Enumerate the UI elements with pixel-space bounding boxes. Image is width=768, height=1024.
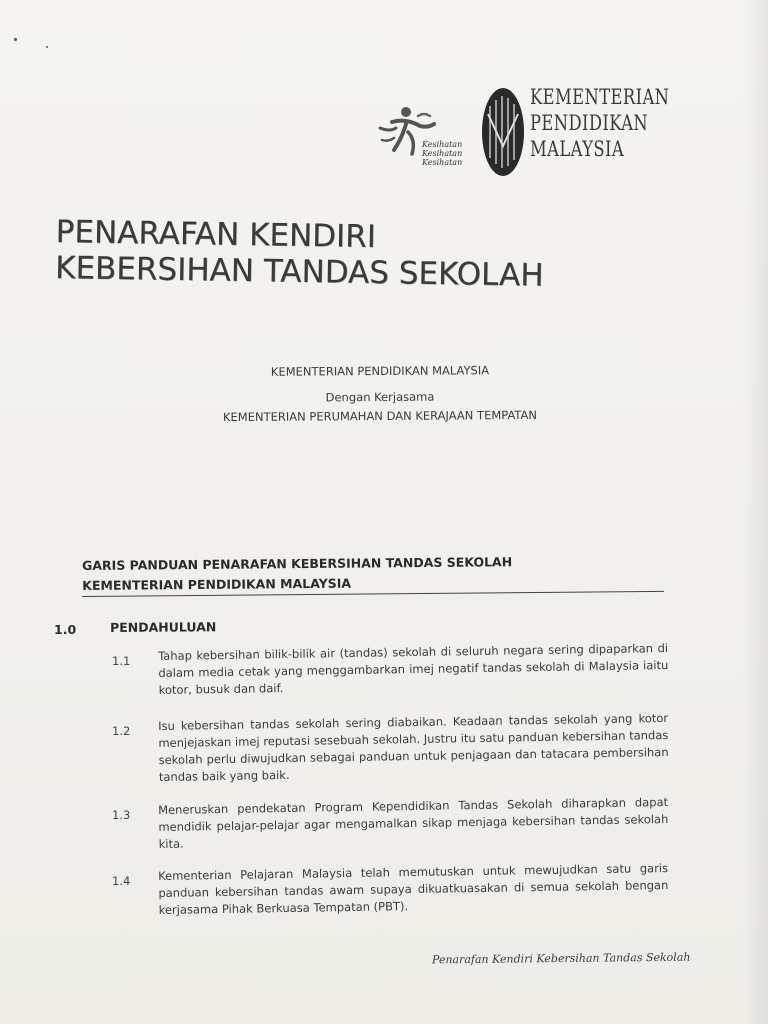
ministry-name-line: MALAYSIA	[530, 137, 625, 161]
page-footer: Penarafan Kendiri Kebersihan Tandas Sekolah	[431, 950, 691, 967]
ministry-name-line: KEMENTERIAN	[530, 85, 670, 109]
section-number: 1.0	[54, 622, 77, 637]
ministry-name-line: PENDIDIKAN	[530, 111, 649, 135]
scan-speck	[14, 38, 17, 41]
item-text: Tahap kebersihan bilik-bilik air (tandas) sekolah di seluruh negara sering dipaparkan di dalam media cetak yang menggambarkan imej negatif tandas sekolah di Malaysia iaitu kotor, busuk dan daif.	[158, 640, 669, 697]
partner-ministry: KEMENTERIAN PERUMAHAN DAN KERAJAAN TEMPATAN	[222, 407, 538, 425]
guideline-heading-line: GARIS PANDUAN PENARAFAN KEBERSIHAN TANDAS SEKOLAH	[82, 554, 513, 573]
item-text: Kementerian Pelajaran Malaysia telah memutuskan untuk mewujudkan satu garis panduan kebersihan tandas awam supaya dikuatkuasakan di semua sekolah bengan kerjasama Pihak Berkuasa Tempatan (PBT).	[158, 860, 669, 917]
scan-edge-shadow	[742, 0, 768, 1024]
ministry-emblem-icon	[480, 86, 526, 178]
guideline-heading	[82, 552, 512, 596]
document-title-line: PENARAFAN KENDIRI	[55, 214, 377, 256]
item-text: Isu kebersihan tandas sekolah sering diabaikan. Keadaan tandas sekolah yang kotor menjejaskan imej reputasi sesebuah sekolah. Justru itu satu panduan kebersihan tandas sekolah perlu diwujudkan sebagai panduan untuk penjagaan dan tatacara pembersihan tandas baik yang baik.	[158, 710, 669, 784]
document-title-line: KEBERSIHAN TANDAS SEKOLAH	[54, 249, 544, 294]
item-number: 1.1	[112, 654, 131, 668]
item-number: 1.4	[112, 874, 131, 888]
header-logos	[372, 84, 672, 184]
item-number: 1.3	[112, 808, 131, 822]
scan-speck	[46, 46, 48, 48]
ministry-name	[530, 84, 669, 162]
item-text: Meneruskan pendekatan Program Kependidikan Tandas Sekolah diharapkan dapat mendidik pelajar-pelajar agar mengamalkan sikap menjaga kebersihan tandas sekolah kita.	[158, 794, 669, 851]
document-title	[55, 214, 545, 294]
collaboration-label: Dengan Kerjasama	[325, 389, 435, 405]
issuing-ministry: KEMENTERIAN PENDIDIKAN MALAYSIA	[270, 363, 490, 379]
guideline-heading-line: KEMENTERIAN PENDIDIKAN MALAYSIA	[82, 575, 352, 593]
section-title: PENDAHULUAN	[110, 619, 217, 635]
item-number: 1.2	[112, 724, 131, 738]
kesihatan-logo-text: Kesihatan Kesihatan Kesihatan	[422, 140, 463, 167]
